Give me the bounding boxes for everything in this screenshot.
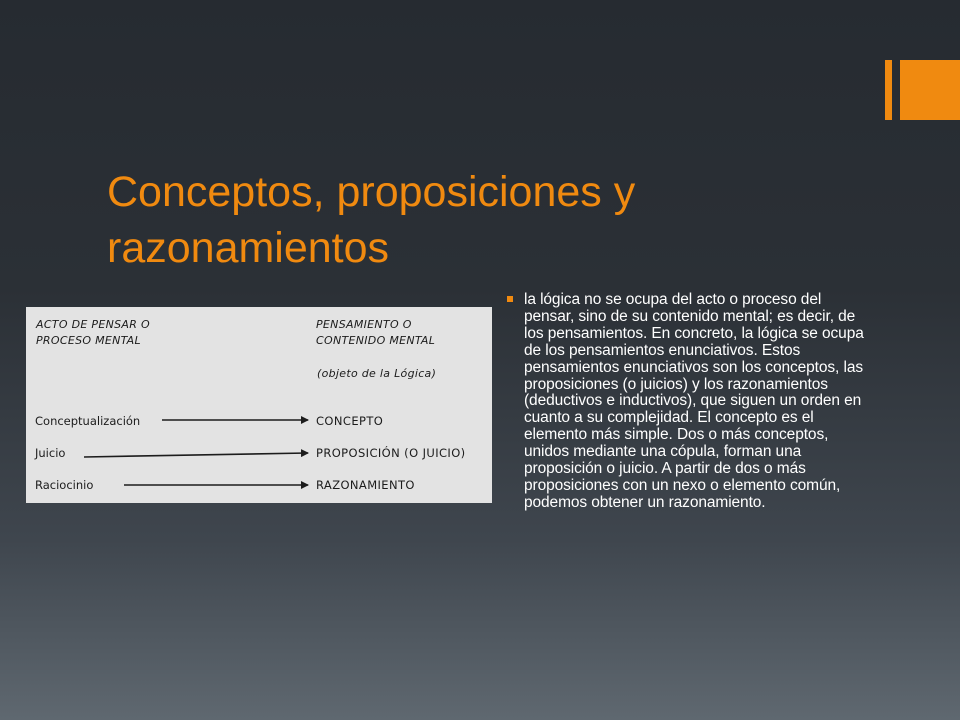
right-header-line1: PENSAMIENTO O bbox=[316, 318, 412, 331]
right-header-line2: CONTENIDO MENTAL bbox=[316, 334, 436, 347]
row-content-concepto: CONCEPTO bbox=[316, 414, 384, 428]
bullet-item bbox=[507, 292, 867, 512]
left-header-line2: PROCESO MENTAL bbox=[36, 334, 141, 347]
row-content-razonamiento: RAZONAMIENTO bbox=[316, 478, 415, 492]
thought-process-diagram bbox=[26, 307, 492, 503]
left-header-line1: ACTO DE PENSAR O bbox=[36, 318, 150, 331]
row-act-raciocinio: Raciocinio bbox=[35, 478, 94, 492]
accent-bar-thin bbox=[885, 60, 892, 120]
slide-title: Conceptos, proposiciones y razonamientos bbox=[107, 168, 636, 272]
row-act-juicio: Juicio bbox=[35, 446, 66, 460]
square-bullet-icon bbox=[507, 296, 513, 302]
row-content-proposicion: PROPOSICIÓN (O JUICIO) bbox=[316, 446, 466, 460]
arrow-proposicion bbox=[84, 453, 308, 457]
row-act-conceptualizacion: Conceptualización bbox=[35, 414, 141, 428]
bullet-text: la lógica no se ocupa del acto o proceso del pensar, sino de su contenido mental; es decir, de los pensamientos. En concreto, la lógica se ocupa de los pensamientos enunciativos. Estos pensamientos enunciativos son los conceptos, las proposiciones (o juicios) y los razonamientos (deductivos e inductivos), que siguen un orden en cuanto a su complejidad. El concepto es el elemento más simple. Dos o más conceptos, unidos mediante una cópula, forman una proposición o juicio. A partir de dos o más proposiciones con un nexo o elemento común, podemos obtener un razonamiento. bbox=[524, 291, 864, 511]
accent-bar-thick bbox=[900, 60, 960, 120]
right-caption: (objeto de la Lógica) bbox=[317, 367, 437, 380]
